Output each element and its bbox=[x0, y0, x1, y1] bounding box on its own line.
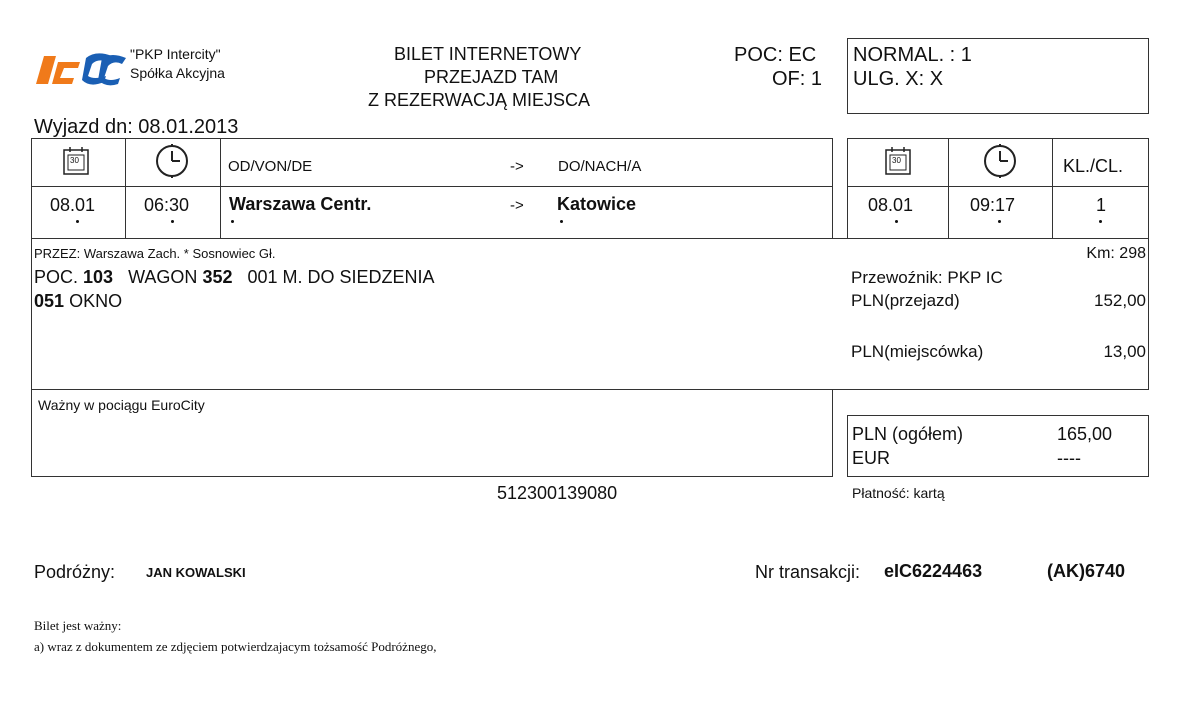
seat-fee-label: PLN(miejscówka) bbox=[851, 342, 984, 361]
clock-icon bbox=[154, 143, 190, 179]
arrival-clock-icon bbox=[982, 143, 1018, 179]
authorization-code: (AK)6740 bbox=[1047, 561, 1126, 581]
departure-time: 06:30 bbox=[144, 195, 190, 215]
validity-note: Ważny w pociągu EuroCity bbox=[38, 397, 205, 413]
to-header: DO/NACH/A bbox=[558, 158, 642, 175]
footer-validity-heading: Bilet jest ważny: bbox=[34, 618, 122, 633]
fare-label: PLN(przejazd) bbox=[851, 291, 960, 310]
carrier: Przewoźnik: PKP IC bbox=[851, 268, 1003, 287]
ticket-number: 512300139080 bbox=[497, 483, 618, 503]
from-station: Warszawa Centr. bbox=[229, 194, 372, 214]
ticket-title-line1: BILET INTERNETOWY bbox=[394, 44, 582, 64]
arrival-calendar-icon bbox=[884, 146, 912, 176]
passenger-label: Podróżny: bbox=[34, 562, 116, 582]
fare-value: 152,00 bbox=[1094, 291, 1146, 310]
class-header: KL./CL. bbox=[1063, 156, 1124, 176]
fare-discount: ULG. X: X bbox=[853, 68, 944, 90]
train-label: POC. bbox=[34, 267, 79, 287]
logo-graphic bbox=[36, 48, 126, 88]
arrival-time: 09:17 bbox=[970, 195, 1016, 215]
ticket-title-line2: PRZEJAZD TAM bbox=[424, 67, 559, 87]
departure-date: Wyjazd dn: 08.01.2013 bbox=[34, 116, 239, 138]
from-header: OD/VON/DE bbox=[228, 158, 313, 175]
pkp-intercity-logo bbox=[36, 48, 126, 88]
departure-day: 08.01 bbox=[50, 195, 96, 215]
seat-number: 051 bbox=[34, 291, 65, 311]
payment-method: Płatność: kartą bbox=[852, 485, 945, 501]
route-via: PRZEZ: Warszawa Zach. * Sosnowiec Gł. bbox=[34, 246, 276, 261]
to-station: Katowice bbox=[557, 194, 637, 214]
company-form: Spółka Akcyjna bbox=[130, 65, 225, 81]
fare-normal: NORMAL. : 1 bbox=[853, 44, 972, 66]
arrival-calendar-icon-text: 30 bbox=[892, 156, 901, 165]
distance-km: Km: 298 bbox=[1086, 245, 1146, 262]
direction-header-arrow: -> bbox=[510, 158, 524, 175]
seat-type: OKNO bbox=[69, 291, 123, 311]
wagon-number: 352 bbox=[202, 267, 233, 287]
transaction-number: eIC6224463 bbox=[884, 561, 983, 581]
train-seat-line bbox=[34, 268, 435, 288]
seat-fee-value: 13,00 bbox=[1103, 342, 1146, 361]
train-offer: OF: 1 bbox=[772, 68, 823, 90]
wagon-label: WAGON bbox=[128, 267, 198, 287]
passenger-name: JAN KOWALSKI bbox=[146, 565, 246, 580]
transaction-label: Nr transakcji: bbox=[755, 562, 861, 582]
travel-class: 1 bbox=[1096, 195, 1107, 215]
seat-line bbox=[34, 292, 122, 312]
ticket-title-line3: Z REZERWACJĄ MIEJSCA bbox=[368, 90, 591, 110]
seat-description: 001 M. DO SIEDZENIA bbox=[247, 267, 435, 287]
calendar-icon bbox=[62, 146, 90, 176]
train-type: POC: EC bbox=[734, 44, 817, 66]
total-eur-value: ---- bbox=[1057, 448, 1081, 468]
footer-validity-condition: a) wraz z dokumentem ze zdjęciem potwierdzajacym tożsamość Podróżnego, bbox=[34, 639, 437, 654]
train-number: 103 bbox=[83, 267, 114, 287]
total-eur-label: EUR bbox=[852, 448, 891, 468]
calendar-icon-text: 30 bbox=[70, 156, 79, 165]
total-pln-label: PLN (ogółem) bbox=[852, 424, 964, 444]
arrival-day: 08.01 bbox=[868, 195, 914, 215]
company-name: "PKP Intercity" bbox=[130, 46, 221, 62]
journey-table bbox=[31, 138, 833, 239]
direction-arrow: -> bbox=[510, 197, 524, 214]
total-pln-value: 165,00 bbox=[1057, 424, 1113, 444]
